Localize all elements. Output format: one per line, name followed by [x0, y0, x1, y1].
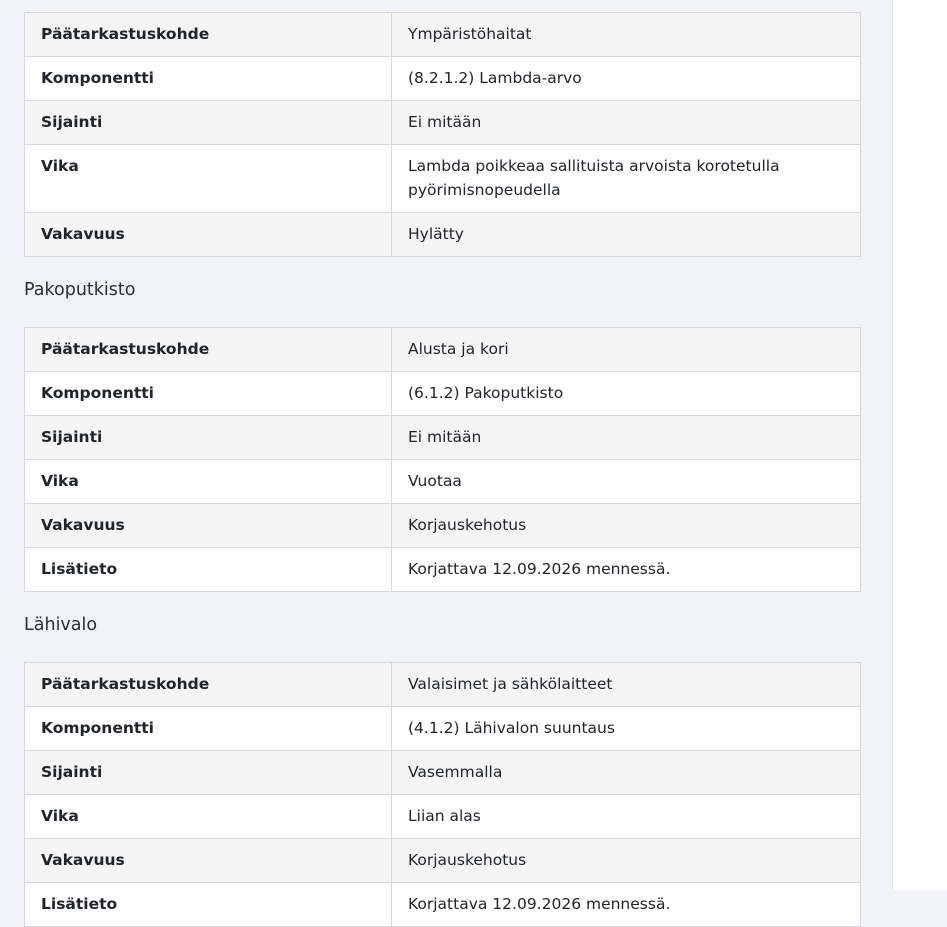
- row-label: Vika: [25, 460, 392, 504]
- row-label: Vakavuus: [25, 839, 392, 883]
- row-value: Korjauskehotus: [392, 839, 861, 883]
- table-row: [25, 663, 861, 707]
- row-label: Vika: [25, 795, 392, 839]
- row-label: Lisätieto: [25, 548, 392, 592]
- row-value: Korjattava 12.09.2026 mennessä.: [392, 548, 861, 592]
- row-label: Vakavuus: [25, 504, 392, 548]
- row-value: (6.1.2) Pakoputkisto: [392, 372, 861, 416]
- row-value: Lambda poikkeaa sallituista arvoista korotetulla pyörimisnopeudella: [392, 145, 861, 213]
- table-row: [25, 548, 861, 592]
- row-label: Komponentti: [25, 707, 392, 751]
- row-value: Korjattava 12.09.2026 mennessä.: [392, 883, 861, 927]
- defect-table-pakoputkisto: [24, 327, 861, 592]
- row-value: Ympäristöhaitat: [392, 13, 861, 57]
- row-label: Sijainti: [25, 101, 392, 145]
- row-label: Lisätieto: [25, 883, 392, 927]
- table-row: [25, 751, 861, 795]
- side-panel: [892, 0, 947, 890]
- table-row: [25, 504, 861, 548]
- row-label: Päätarkastuskohde: [25, 663, 392, 707]
- table-row: [25, 328, 861, 372]
- table-row: [25, 213, 861, 257]
- row-label: Vika: [25, 145, 392, 213]
- row-value: Liian alas: [392, 795, 861, 839]
- table-row: [25, 707, 861, 751]
- row-label: Päätarkastuskohde: [25, 13, 392, 57]
- row-label: Sijainti: [25, 751, 392, 795]
- row-value: Hylätty: [392, 213, 861, 257]
- defect-table-lahivalo: [24, 662, 861, 927]
- table-row: [25, 416, 861, 460]
- table-row: [25, 460, 861, 504]
- row-label: Sijainti: [25, 416, 392, 460]
- defect-table-lambda: [24, 12, 861, 257]
- table-row: [25, 795, 861, 839]
- table-row: [25, 883, 861, 927]
- row-value: (8.2.1.2) Lambda-arvo: [392, 57, 861, 101]
- row-value: Vasemmalla: [392, 751, 861, 795]
- table-row: [25, 839, 861, 883]
- section-title-pakoputkisto: Pakoputkisto: [24, 280, 136, 300]
- row-value: (4.1.2) Lähivalon suuntaus: [392, 707, 861, 751]
- section-title-lahivalo: Lähivalo: [24, 615, 98, 635]
- table-row: [25, 372, 861, 416]
- row-value: Alusta ja kori: [392, 328, 861, 372]
- row-value: Vuotaa: [392, 460, 861, 504]
- row-value: Ei mitään: [392, 416, 861, 460]
- row-value: Ei mitään: [392, 101, 861, 145]
- table-row: [25, 13, 861, 57]
- row-value: Valaisimet ja sähkölaitteet: [392, 663, 861, 707]
- row-label: Komponentti: [25, 372, 392, 416]
- row-label: Komponentti: [25, 57, 392, 101]
- table-row: [25, 57, 861, 101]
- table-row: [25, 101, 861, 145]
- table-row: [25, 145, 861, 213]
- defects-list: [24, 12, 861, 927]
- row-value: Korjauskehotus: [392, 504, 861, 548]
- row-label: Päätarkastuskohde: [25, 328, 392, 372]
- row-label: Vakavuus: [25, 213, 392, 257]
